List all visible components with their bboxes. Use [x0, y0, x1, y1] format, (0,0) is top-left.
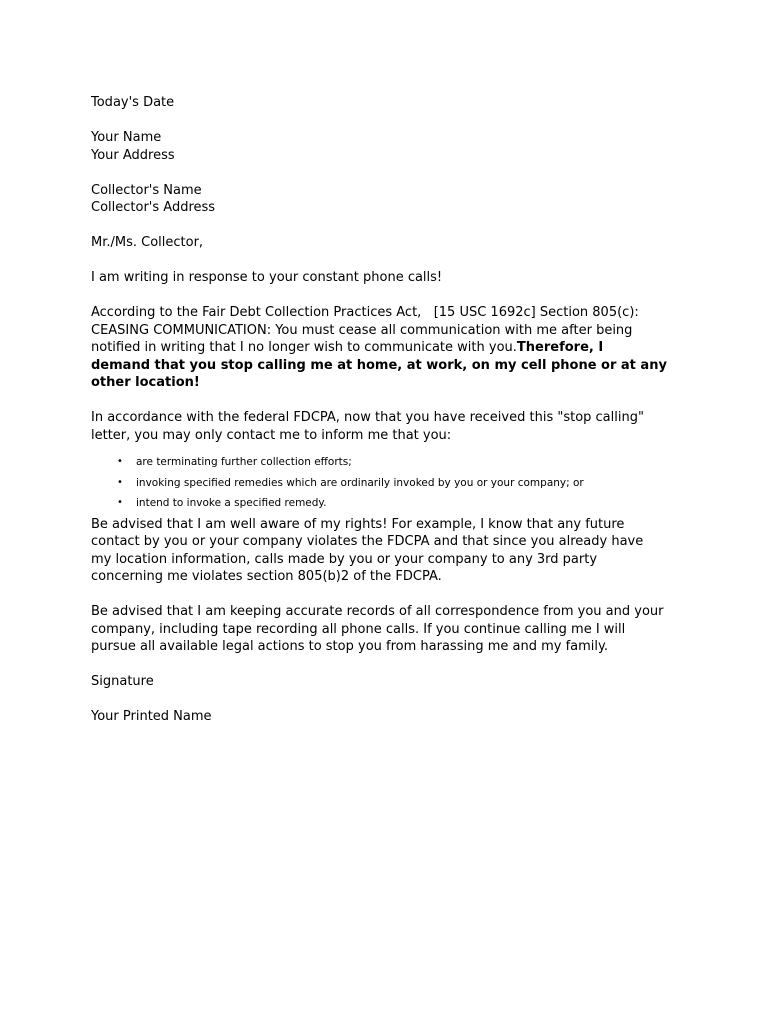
- sender-address: Your Address: [91, 147, 175, 163]
- list-item: [117, 493, 681, 514]
- law-line-3: [91, 339, 681, 357]
- fdcpa-line-1: In accordance with the federal FDCPA, now that you have received this "stop calling": [91, 410, 644, 425]
- sender-name: Your Name: [91, 130, 162, 145]
- date-block: [91, 94, 681, 112]
- rights-line-4: concerning me violates section 805(b)2 of the FDCPA.: [91, 569, 442, 584]
- law-line-3-bold: Therefore, I: [516, 340, 604, 355]
- printed-name-block: [91, 708, 681, 726]
- remedy-text: are terminating further collection efforts;: [136, 456, 352, 468]
- list-item: [117, 473, 681, 494]
- recipient-address: Collector's Address: [91, 200, 216, 215]
- law-line-1: According to the Fair Debt Collection Practices Act, [15 USC 1692c] Section 805(c):: [91, 305, 639, 320]
- bullet-icon: •: [117, 476, 123, 488]
- signature-label: Signature: [91, 674, 154, 689]
- law-paragraph: [91, 304, 681, 392]
- remedies-list: [91, 452, 681, 514]
- list-item: [117, 452, 681, 473]
- letter-date: Today's Date: [91, 95, 175, 110]
- intro-text: I am writing in response to your constant phone calls!: [91, 270, 443, 285]
- signature-block: [91, 673, 681, 691]
- letter-body: [91, 94, 681, 743]
- rights-paragraph: [91, 516, 681, 586]
- records-line-2: company, including tape recording all phone calls. If you continue calling me I will: [91, 621, 626, 637]
- recipient-name: Collector's Name: [91, 182, 202, 198]
- salutation-block: [91, 234, 681, 252]
- law-line-3-plain: notified in writing that I no longer wish to communicate with you.: [91, 340, 517, 355]
- fdcpa-line-2: letter, you may only contact me to inform me that you:: [91, 427, 452, 443]
- law-line-5: other location!: [91, 375, 200, 390]
- salutation: Mr./Ms. Collector,: [91, 235, 204, 250]
- records-paragraph: [91, 603, 681, 656]
- rights-line-1: Be advised that I am well aware of my rights! For example, I know that any future: [91, 516, 625, 532]
- remedy-text: intend to invoke a specified remedy.: [136, 497, 327, 509]
- printed-name: Your Printed Name: [91, 709, 212, 724]
- bullet-icon: •: [117, 456, 123, 467]
- records-line-3: pursue all available legal actions to stop you from harassing me and my family.: [91, 639, 608, 654]
- fdcpa-paragraph: [91, 409, 681, 444]
- rights-line-3: my location information, calls made by you or your company to any 3rd party: [91, 551, 598, 567]
- records-line-1: Be advised that I am keeping accurate records of all correspondence from you and your: [91, 604, 664, 619]
- law-line-4: demand that you stop calling me at home, at work, on my cell phone or at any: [91, 357, 667, 373]
- remedy-text: invoking specified remedies which are ordinarily invoked by you or your company; or: [136, 476, 584, 489]
- intro-paragraph: [91, 269, 681, 287]
- recipient-block: [91, 182, 681, 217]
- bullet-icon: •: [117, 497, 123, 508]
- sender-block: [91, 129, 681, 164]
- law-line-2: CEASING COMMUNICATION: You must cease all communication with me after being: [91, 322, 633, 338]
- rights-line-2: contact by you or your company violates the FDCPA and that since you already have: [91, 534, 644, 549]
